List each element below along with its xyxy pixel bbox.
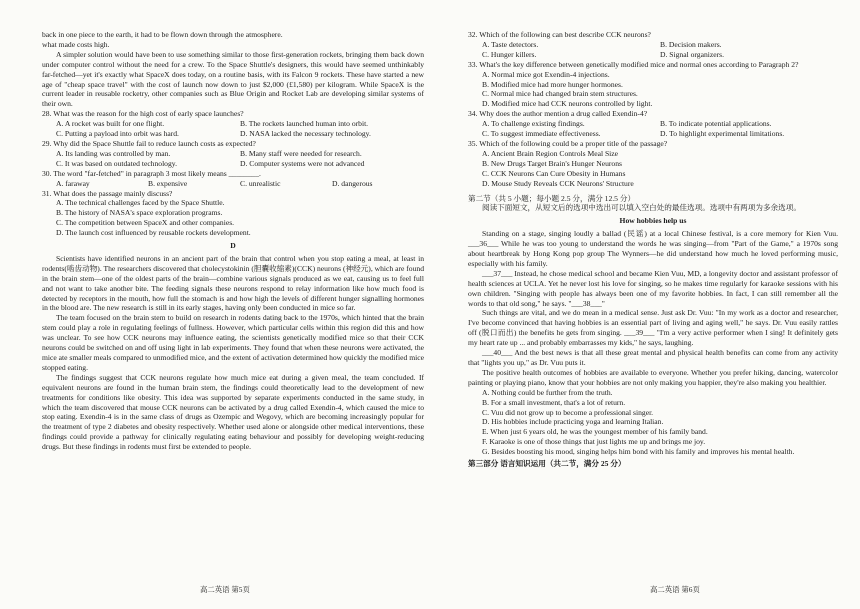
option-c: C. It was based on outdated technology. xyxy=(56,158,177,168)
option-a: A. To challenge existing findings. xyxy=(482,119,585,129)
question-35-stem: 35. Which of the following could be a proper title of the passage? xyxy=(468,138,668,148)
left-column xyxy=(42,30,424,452)
option-b: B. Modified mice had more hunger hormones. xyxy=(482,79,623,89)
option-a: A. Its landing was controlled by man. xyxy=(56,148,171,158)
question-32-options xyxy=(482,40,838,50)
right-column xyxy=(468,30,838,469)
passage-paragraph: Standing on a stage, singing loudly a ballad (民谣) at a local Chinese festival, is a core memory for Kien Vuu. ___36___ While he was too young to understand the words he was singing—from "Part of the Game," a 1970s song about heartbreak by Hong Kong pop group The Wynners—he did understand how much he loved performing music, especially with his family. xyxy=(468,229,838,268)
option-c: C. Normal mice had changed brain stem structures. xyxy=(482,89,638,99)
option-d: D. Computer systems were not advanced xyxy=(240,158,365,168)
option-b: B. The rockets launched human into orbit. xyxy=(240,119,369,129)
option-f: F. Karaoke is one of those things that just lights me up and brings me joy. xyxy=(482,437,706,447)
question-30-options xyxy=(56,179,424,189)
option-b: B. Decision makers. xyxy=(660,39,722,49)
option-d: D. His hobbies include practicing yoga and learning Italian. xyxy=(482,417,664,427)
option-b: B. New Drugs Target Brain's Hunger Neurons xyxy=(482,158,622,168)
question-32-options-2 xyxy=(482,50,838,60)
option-d: D. The launch cost influenced by reusable rockets development. xyxy=(56,228,251,238)
page-number-right: 高二英语 第6页 xyxy=(650,585,700,594)
part-3-header: 第三部分 语言知识运用（共二节，满分 25 分） xyxy=(468,459,626,469)
question-30-stem: 30. The word "far-fetched" in paragraph 3 most likely means ________. xyxy=(42,168,261,178)
option-c: C. To suggest immediate effectiveness. xyxy=(482,129,601,139)
option-c: C. Putting a payload into orbit was hard. xyxy=(56,129,179,139)
passage-paragraph: The positive health outcomes of hobbies are available to everyone. Whether you prefer hiking, dancing, watercolor painting or playing piano, know that your hobbies are not only making you happier, they're also making you healthier. xyxy=(468,367,838,387)
passage-c-paragraph: A simpler solution would have been to use something similar to those first-generation rockets, bringing them back down under computer control without the need for a crew. To the Space Shuttle's designers, this would have seemed unthinkably far-fetched—yet it's exactly what SpaceX does today, on a routine basis, with its Falcon 9 rockets. These have started a new age of "cheap space travel" with the cost of launch now down to just $2,000 (£1,580) per kilogram. While SpaceX is the current leader in reusable rocketry, other companies such as Blue Origin and Rocket Lab are developing similar systems of their own. xyxy=(42,49,424,109)
section-d-title: D xyxy=(230,241,236,251)
option-c: C. Hunger killers. xyxy=(482,49,537,59)
option-d: D. Modified mice had CCK neurons controlled by light. xyxy=(482,99,653,109)
passage-paragraph: ___37___ Instead, he chose medical school and became Kien Vuu, MD, a longevity doctor and assistant professor of health sciences at UCLA. Yet he never lost his love for singing, so he makes time regularly for karaoke sessions with his own children. "Singing with people has always been one of my favorite hobbies. In fact, I can still remember all the words to that old song," he says. "___38___" xyxy=(468,268,838,308)
option-b: B. For a small investment, that's a lot of return. xyxy=(482,397,626,407)
question-29-options xyxy=(56,149,424,159)
passage-d-paragraph: The team focused on the brain stem to build on research in rodents dating back to the 1970s, which hinted that the brain stem could play a role in regulating feelings of fullness. However, which particular cells within this region did this and how was unclear. To see how CCK neurons may influence eating, the scientists genetically modified mice so that their CCK neurons could be switched on and off using light in lab experiments. They found that when these neurons were activated, the mice ate smaller meals compared to unmodified mice, and the extent of activation determined how quickly the modified mice stopped eating. xyxy=(42,313,424,372)
question-28-options-2 xyxy=(56,129,424,139)
option-b: B. The history of NASA's space exploration programs. xyxy=(56,208,223,218)
question-34-options-2 xyxy=(482,129,838,139)
option-d: D. To highlight experimental limitations. xyxy=(660,129,785,139)
question-34-stem: 34. Why does the author mention a drug called Exendin-4? xyxy=(468,109,648,119)
option-e: E. When just 6 years old, he was the youngest member of his family band. xyxy=(482,427,708,437)
question-29-stem: 29. Why did the Space Shuttle fail to reduce launch costs as expected? xyxy=(42,138,256,148)
option-b: B. Many staff were needed for research. xyxy=(240,148,362,158)
page-number-left: 高二英语 第5页 xyxy=(200,585,250,594)
option-a: A. The technical challenges faced by the Space Shuttle. xyxy=(56,198,225,208)
passage-c-tail-line: back in one piece to the earth, it had to be flown down through the atmosphere. xyxy=(42,30,283,39)
passage-paragraph: Such things are vital, and we do mean in a medical sense. Just ask Dr. Vuu: "In my work as a doctor and researcher, I've become convinced that having hobbies is an essential part of living and aging well," he says. Dr. Vuu easily rattles off (脱口而出) the benefits he gets from singing. ___39___ "I'm a very active performer when I sing! It definitely gets my heart rate up ... and probably embarrasses my kids," he says, laughing. xyxy=(468,308,838,348)
option-a: A. Taste detectors. xyxy=(482,39,539,49)
passage-d-paragraph: The findings suggest that CCK neurons regulate how much mice eat during a given meal, the team concluded. If equivalent neurons are found in the human brain stem, the findings could theoretically lead to the development of new treatments for conditions like obesity. This idea was supported by separate experiments conducted in the same study, in which the team discovered that mouse CCK neurons can be activated by a drug called Exendin-4, which caused the mice to stop eating. Exendin-4 is in the same class of drugs as Ozempic and Wegovy, which are becoming increasingly popular for the treatment of type 2 diabetes and obesity respectively. Whether used alone or alongside other medical interventions, these findings could provide a pathway for clinically regulating eating behaviour and possibly for developing weight-reducing drugs. But these findings in rodents must first be extended to people. xyxy=(42,372,424,452)
option-a: A. A rocket was built for one flight. xyxy=(56,119,165,129)
question-28-stem: 28. What was the reason for the high cost of early space launches? xyxy=(42,109,244,119)
option-d: D. dangerous xyxy=(332,178,373,188)
option-a: A. Normal mice got Exendin-4 injections. xyxy=(482,69,610,79)
question-33-stem: 33. What's the key difference between genetically modified mice and normal ones according to Paragraph 2? xyxy=(468,59,799,69)
option-c: C. unrealistic xyxy=(240,178,281,188)
option-d: D. NASA lacked the necessary technology. xyxy=(240,129,371,139)
option-g: G. Besides boosting his mood, singing helps him bond with his family and improves his mental health. xyxy=(482,447,795,457)
passage-c-tail-line: what made costs high. xyxy=(42,39,110,49)
passage-d-paragraph: Scientists have identified neurons in an ancient part of the brain that control when you stop eating a meal, at least in rodents(啮齿动物). The researchers discovered that cholecystokinin (胆囊收缩素)(CCK) neurons (神经元), which are found in the brain stem—one of the oldest parts of the brain—combine various signals produced as we eat, causing us to feel full and not want to take another bite. The feeding signals these neurons respond to relay information like how much food is detected by receptors in the mouth, how full the stomach is and how high the levels of different hunger signalling hormones in the blood are. The new research is still in its early stages, having only been conducted in mice so far. xyxy=(42,253,424,313)
question-28-options xyxy=(56,119,424,129)
passage-title: How hobbies help us xyxy=(619,216,687,226)
option-c: C. CCK Neurons Can Cure Obesity in Humans xyxy=(482,168,626,178)
option-c: C. The competition between SpaceX and other companies. xyxy=(56,218,235,228)
question-31-stem: 31. What does the passage mainly discuss? xyxy=(42,188,173,198)
option-a: A. Nothing could be further from the truth. xyxy=(482,387,613,397)
spacer xyxy=(468,189,838,192)
question-34-options xyxy=(482,119,838,129)
option-b: B. To indicate potential applications. xyxy=(660,119,772,129)
section-2-header: 第二节（共 5 小题；每小题 2.5 分，满分 12.5 分） xyxy=(468,193,636,203)
question-29-options-2 xyxy=(56,159,424,169)
passage-paragraph: ___40___ And the best news is that all these great mental and physical health benefits can come from any activity that "lights you up," as Dr. Vuu puts it. xyxy=(468,348,838,367)
option-d: D. Signal organizers. xyxy=(660,49,724,59)
option-a: A. Ancient Brain Region Controls Meal Size xyxy=(482,148,619,158)
question-32-stem: 32. Which of the following can best describe CCK neurons? xyxy=(468,30,651,39)
option-a: A. faraway xyxy=(56,178,90,188)
option-b: B. expensive xyxy=(148,178,188,188)
section-2-instruction: 阅读下面短文，从短文后的选项中选出可以填入空白处的最佳选项。选项中有两项为多余选项。 xyxy=(482,203,801,213)
option-c: C. Vuu did not grow up to become a professional singer. xyxy=(482,407,654,417)
option-d: D. Mouse Study Reveals CCK Neurons' Structure xyxy=(482,178,634,188)
